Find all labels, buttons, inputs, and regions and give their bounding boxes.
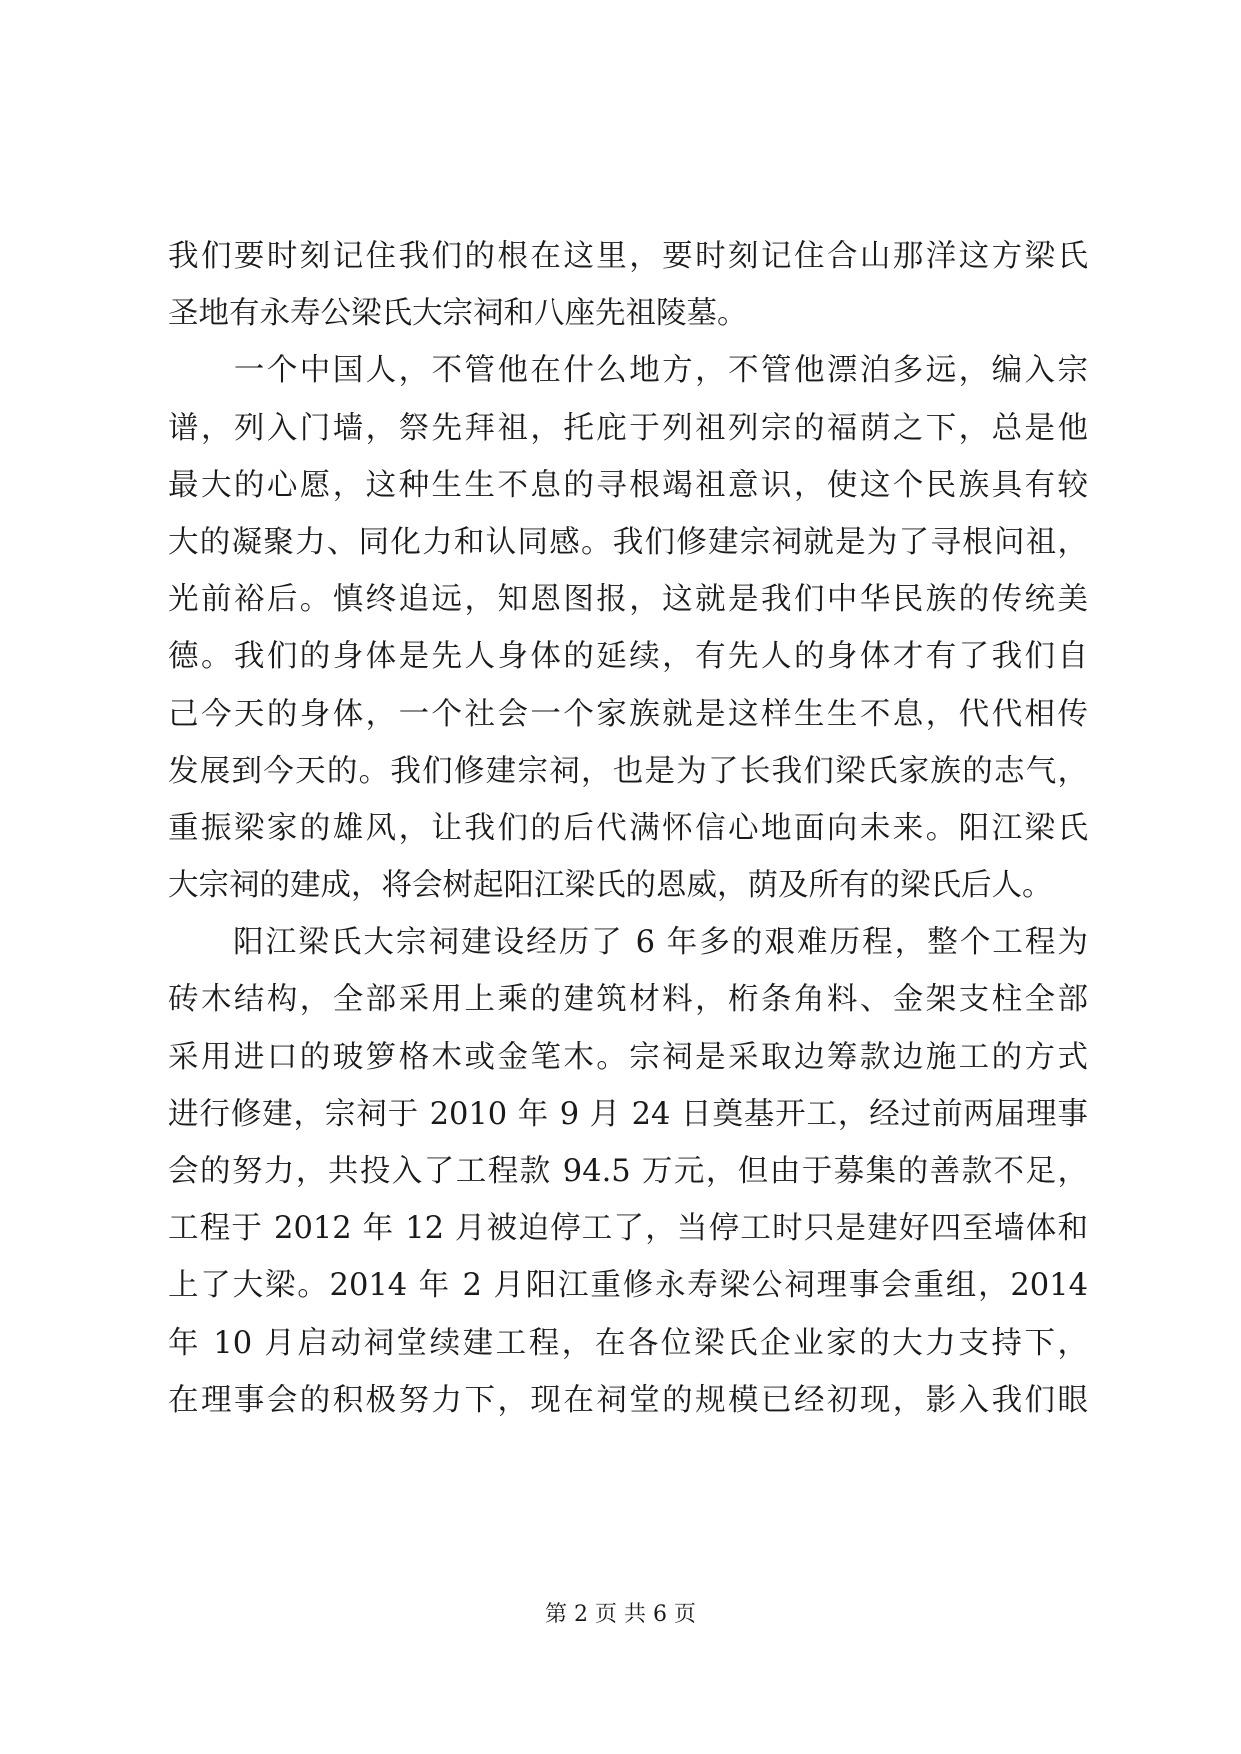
text-line: 圣地有永寿公梁氏大宗祠和八座先祖陵墓。 bbox=[168, 296, 748, 332]
text-line: 大宗祠的建成，将会树起阳江梁氏的恩威，荫及所有的梁氏后人。 bbox=[168, 868, 1053, 904]
text-line: 在理事会的积极努力下，现在祠堂的规模已经初现，影入我们眼 bbox=[168, 1382, 1088, 1418]
text-line: 年 10 月启动祠堂续建工程，在各位梁氏企业家的大力支持下， bbox=[168, 1325, 1088, 1361]
text-line: 谱，列入门墙，祭先拜祖，托庇于列祖列宗的福荫之下，总是他 bbox=[168, 410, 1088, 446]
text-line: 我们要时刻记住我们的根在这里，要时刻记住合山那洋这方梁氏 bbox=[168, 239, 1088, 274]
text-line: 阳江梁氏大宗祠建设经历了 6 年多的艰难历程，整个工程为 bbox=[168, 925, 1088, 961]
page-footer: 第 2 页 共 6 页 bbox=[545, 1602, 696, 1627]
text-line: 德。我们的身体是先人身体的延续，有先人的身体才有了我们自 bbox=[168, 639, 1088, 675]
text-line: 大的凝聚力、同化力和认同感。我们修建宗祠就是为了寻根问祖， bbox=[168, 524, 1088, 560]
text-line: 上了大梁。2014 年 2 月阳江重修永寿梁公祠理事会重组，2014 bbox=[168, 1268, 1088, 1304]
text-line: 己今天的身体，一个社会一个家族就是这样生生不息，代代相传 bbox=[168, 696, 1088, 732]
text-line: 进行修建，宗祠于 2010 年 9 月 24 日奠基开工，经过前两届理事 bbox=[168, 1096, 1088, 1132]
text-line: 砖木结构，全部采用上乘的建筑材料，桁条角料、金架支柱全部 bbox=[168, 982, 1088, 1018]
text-line: 重振梁家的雄风，让我们的后代满怀信心地面向未来。阳江梁氏 bbox=[168, 810, 1088, 846]
text-line: 会的努力，共投入了工程款 94.5 万元，但由于募集的善款不足， bbox=[168, 1154, 1088, 1189]
text-line: 光前裕后。慎终追远，知恩图报，这就是我们中华民族的传统美 bbox=[168, 582, 1088, 618]
text-line: 工程于 2012 年 12 月被迫停工了，当停工时只是建好四至墙体和 bbox=[168, 1211, 1088, 1247]
text-line: 一个中国人，不管他在什么地方，不管他漂泊多远，编入宗 bbox=[168, 353, 1088, 389]
text-line: 采用进口的玻箩格木或金笔木。宗祠是采取边筹款边施工的方式 bbox=[168, 1039, 1088, 1075]
body-text bbox=[168, 228, 1088, 1429]
text-line: 最大的心愿，这种生生不息的寻根竭祖意识，使这个民族具有较 bbox=[168, 467, 1088, 503]
text-line: 发展到今天的。我们修建宗祠，也是为了长我们梁氏家族的志气， bbox=[168, 753, 1088, 789]
